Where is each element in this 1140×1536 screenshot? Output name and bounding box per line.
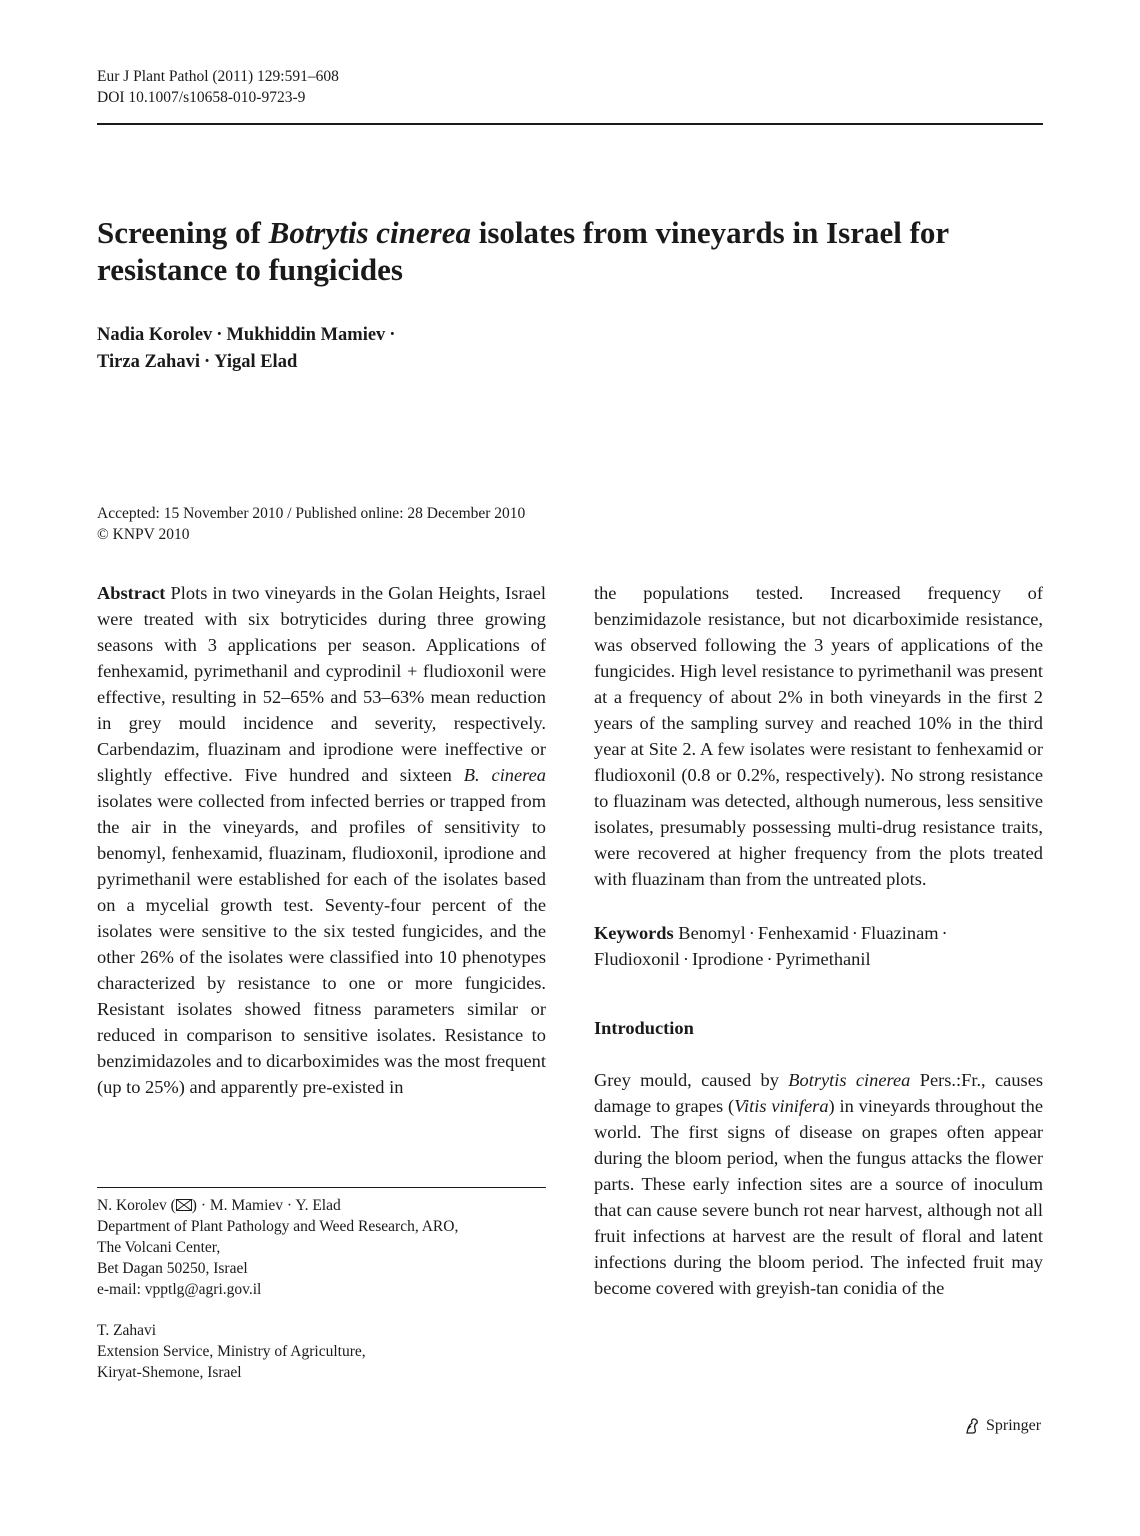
affiliation-name: T. Zahavi <box>97 1322 157 1339</box>
journal-header <box>97 66 339 108</box>
header-rule <box>97 123 1043 125</box>
publisher-name: Springer <box>986 1417 1042 1434</box>
keyword-item: Iprodione <box>691 949 764 969</box>
author-separator: · <box>389 325 396 345</box>
accepted-published-dates: Accepted: 15 November 2010 / Published online: 28 December 2010 <box>97 505 526 522</box>
section-heading-introduction: Introduction <box>594 1018 694 1038</box>
paper-title: Screening of Botrytis cinerea isolates from vineyards in Israel for resistance to fungicides <box>97 215 949 287</box>
author-name[interactable]: Mukhiddin Mamiev <box>226 325 386 345</box>
keyword-item: Benomyl <box>678 923 746 943</box>
affiliation-footnote: N. Korolev ( ) · M. Mamiev · Y. Elad Department of Plant Pathology and Weed Research, ARO, The Volcani Center, Bet Dagan 50250, Israel e-mail: vpptlg@agri.gov.il <box>97 1195 546 1300</box>
footnote-rule <box>97 1187 546 1188</box>
affiliation-city: Kiryat-Shemone, Israel <box>97 1364 242 1381</box>
keyword-item: Fenhexamid <box>757 923 849 943</box>
envelope-icon[interactable] <box>176 1199 192 1211</box>
keywords: Keywords Benomyl · Fenhexamid · Fluazinam · Fludioxonil · Iprodione · Pyrimethanil <box>594 923 948 969</box>
author-list <box>97 322 399 376</box>
affiliation-footnote-2 <box>97 1320 546 1383</box>
keyword-item: Fluazinam <box>860 923 939 943</box>
author-separator: · <box>216 325 223 345</box>
right-column <box>594 580 1043 1301</box>
author-name[interactable]: Tirza Zahavi <box>97 352 200 372</box>
publisher-logo <box>963 1417 1041 1435</box>
author-separator: · <box>203 352 211 372</box>
journal-citation: Eur J Plant Pathol (2011) 129:591–608 <box>97 68 339 85</box>
keyword-item: Fludioxonil <box>594 949 680 969</box>
affiliation-org: Extension Service, Ministry of Agriculture, <box>97 1343 366 1360</box>
affiliation-city: Bet Dagan 50250, Israel <box>97 1260 248 1277</box>
springer-horse-icon <box>963 1417 981 1435</box>
abstract-label: Abstract <box>97 583 166 603</box>
introduction-paragraph: Grey mould, caused by Botrytis cinerea Pers.:Fr., causes damage to grapes (Vitis vinifera) in vineyards throughout the world. The first signs of disease on grapes often appear during the bloom period, when the fungus attacks the flower parts. These early infection sites are a source of inoculum that can cause severe bunch rot near harvest, although not all fruit infections at harvest are the result of floral and latent infections during the bloom period. The infected fruit may become covered with greyish-tan conidia of the <box>594 1070 1044 1298</box>
copyright: © KNPV 2010 <box>97 526 190 543</box>
abstract-continued: the populations tested. Increased frequency of benzimidazole resistance, but not dicarboximide resistance, was observed following the 3 years of applications of the fungicides. High level resistance to pyrimethanil was present at a frequency of about 2% in both vineyards in the first 2 years of the sampling survey and reached 10% in the third year at Site 2. A few isolates were resistant to fenhexamid or fludioxonil (0.8 or 0.2%, respectively). No strong resistance to fluazinam was detected, although numerous, less sensitive isolates, presumably possessing multi-drug resistance traits, were recovered at higher frequency from the plots treated with fluazinam than from the untreated plots. <box>594 583 1043 889</box>
left-column <box>97 580 546 1100</box>
affiliation-dept: Department of Plant Pathology and Weed Research, ARO, <box>97 1218 459 1235</box>
abstract: Abstract Plots in two vineyards in the Golan Heights, Israel were treated with six botryticides during three growing seasons with 3 applications per season. Applications of fenhexamid, pyrimethanil and cyprodinil + fludioxonil were effective, resulting in 52–65% and 53–63% mean reduction in grey mould incidence and severity, respectively. Carbendazim, fluazinam and iprodione were ineffective or slightly effective. Five hundred and sixteen B. cinerea isolates were collected from infected berries or trapped from the air in the vineyards, and profiles of sensitivity to benomyl, fenhexamid, fluazinam, fludioxonil, iprodione and pyrimethanil were established for each of the isolates based on a mycelial growth test. Seventy-four percent of the isolates were sensitive to the six tested fungicides, and the other 26% of the isolates were classified into 10 phenotypes characterized by resistance to one or more fungicides. Resistant isolates showed fitness parameters similar or reduced in comparison to sensitive isolates. Resistance to benzimidazoles and to dicarboximides was the most frequent (up to 25%) and apparently pre-existed in <box>97 583 546 1097</box>
keywords-label: Keywords <box>594 923 674 943</box>
author-name[interactable]: Yigal Elad <box>214 352 298 372</box>
corresponding-email[interactable]: e-mail: vpptlg@agri.gov.il <box>97 1281 262 1298</box>
keyword-item: Pyrimethanil <box>775 949 871 969</box>
affiliation-center: The Volcani Center, <box>97 1239 221 1256</box>
publication-dates <box>97 503 525 545</box>
author-name[interactable]: Nadia Korolev <box>97 325 213 345</box>
doi[interactable]: DOI 10.1007/s10658-010-9723-9 <box>97 89 306 106</box>
